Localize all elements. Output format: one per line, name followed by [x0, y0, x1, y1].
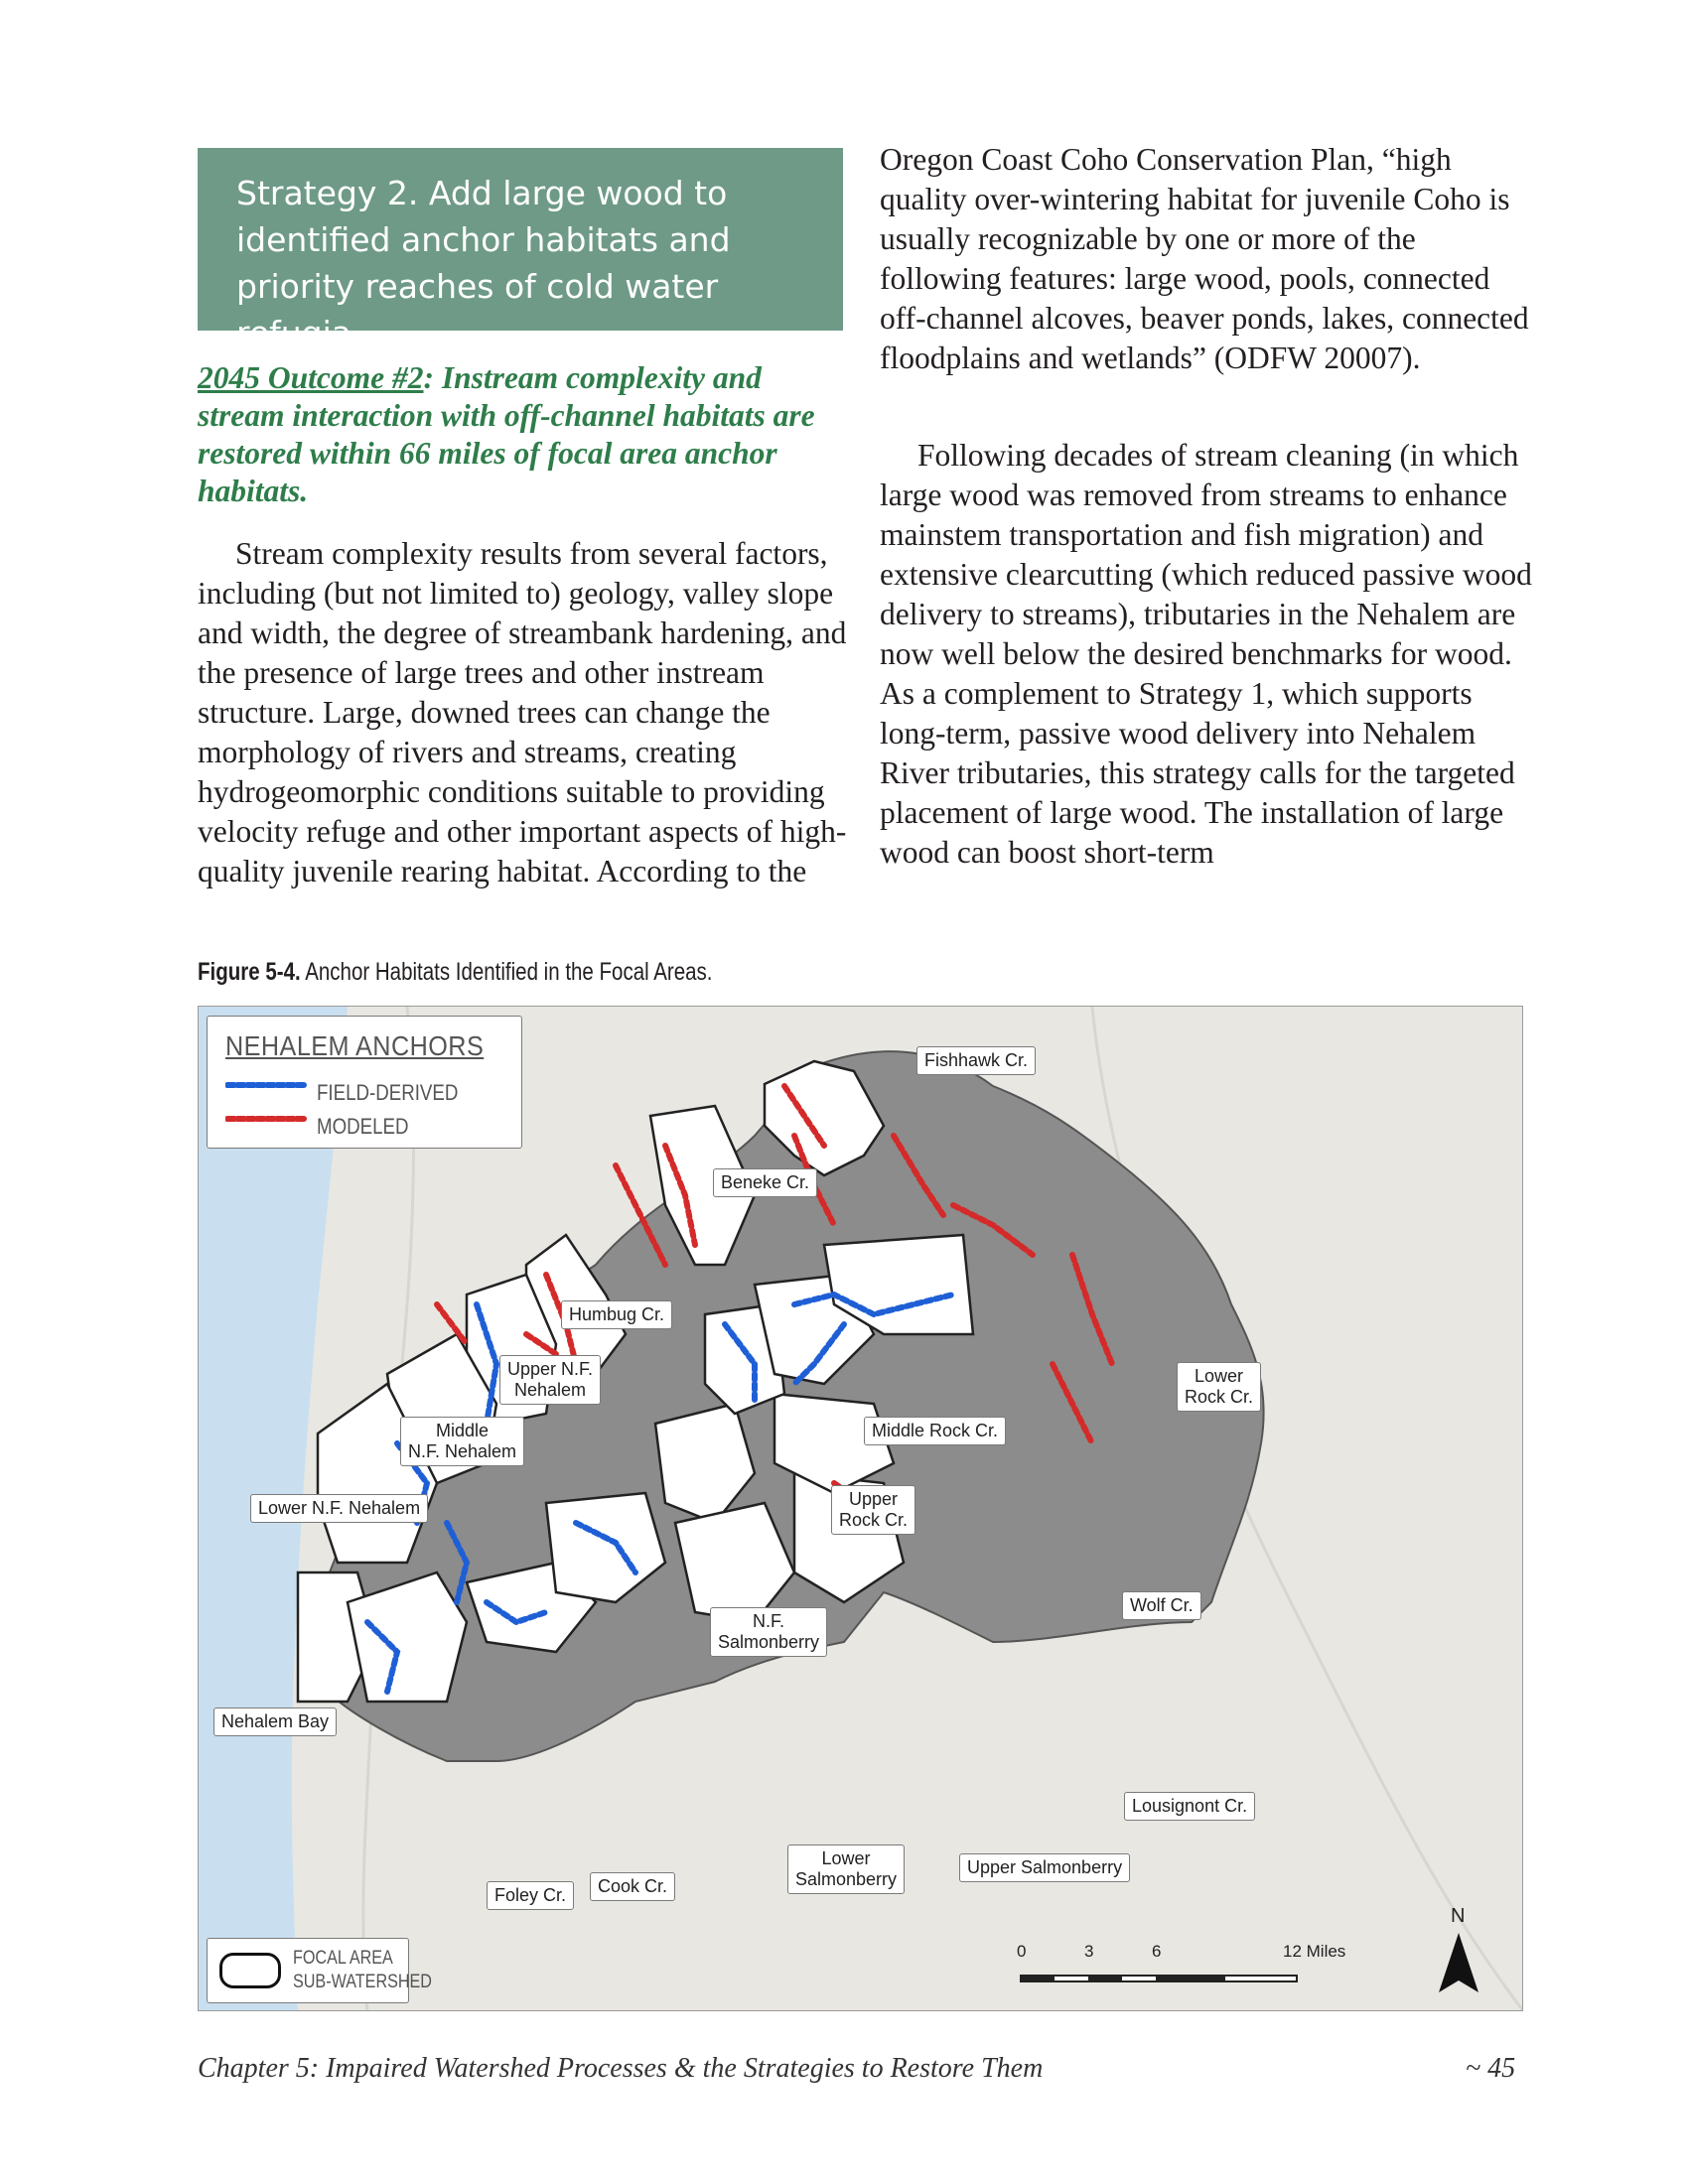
- label-lower-rock-line1: Lower: [1194, 1366, 1244, 1386]
- label-upper-nf-nehalem-line2: Nehalem: [513, 1380, 587, 1400]
- label-middle-rock: Middle Rock Cr.: [864, 1417, 1006, 1445]
- anchor-habitats-map: [198, 1006, 1523, 2011]
- label-upper-rock-line1: Upper: [848, 1489, 899, 1509]
- label-lower-nf-nehalem: Lower N.F. Nehalem: [250, 1494, 428, 1523]
- label-lower-salmonberry: [787, 1844, 905, 1894]
- label-upper-rock: [831, 1485, 915, 1535]
- label-upper-salmonberry: Upper Salmonberry: [959, 1853, 1130, 1882]
- north-arrow-icon: [1435, 1933, 1482, 2004]
- label-upper-nf-nehalem: [499, 1355, 601, 1405]
- label-nf-salmonberry-line1: N.F.: [753, 1611, 785, 1631]
- field-derived-swatch: [225, 1080, 307, 1090]
- scale-label-0: 0: [1017, 1942, 1027, 1961]
- label-beneke: Beneke Cr.: [713, 1168, 817, 1197]
- figure-caption-text: Anchor Habitats Identified in the Focal Areas.: [300, 958, 713, 986]
- strategy-title: Strategy 2. Add large wood to identified anchor habitats and priority reaches of cold water refugia.: [236, 174, 731, 352]
- scale-label-3: 3: [1084, 1942, 1094, 1961]
- modeled-swatch: [225, 1114, 307, 1124]
- label-lousignont: Lousignont Cr.: [1124, 1792, 1255, 1821]
- scale-bar-graphic: [1013, 1964, 1311, 1993]
- label-wolf: Wolf Cr.: [1122, 1591, 1201, 1620]
- figure-number: Figure 5-4.: [198, 958, 301, 986]
- figure-caption: [198, 958, 712, 987]
- label-nf-salmonberry: [710, 1607, 827, 1657]
- scale-label-6: 6: [1152, 1942, 1162, 1961]
- strategy-box: [198, 148, 843, 352]
- scale-label-12: 12 Miles: [1283, 1942, 1346, 1961]
- label-upper-rock-line2: Rock Cr.: [839, 1510, 909, 1530]
- label-lower-rock: [1177, 1362, 1261, 1412]
- label-lower-salmonberry-line2: Salmonberry: [795, 1869, 898, 1889]
- label-middle-nf-nehalem-line2: N.F. Nehalem: [408, 1441, 517, 1461]
- legend-title: NEHALEM ANCHORS: [225, 1030, 485, 1061]
- legend-modeled-label: MODELED: [317, 1114, 409, 1139]
- label-humbug: Humbug Cr.: [561, 1300, 672, 1329]
- scale-bar: [1013, 1940, 1350, 1999]
- north-arrow: [1435, 1905, 1482, 2004]
- body-paragraph-right-1: Oregon Coast Coho Conservation Plan, “high quality over-wintering habitat for juvenile Coho is usually recognizable by one or more of the following features: large wood, pools, connected off-channel alcoves, beaver ponds, lakes, connected floodplains and wetlands” (ODFW 20007).: [880, 142, 1529, 375]
- subwatershed-label: SUB-WATERSHED: [293, 1972, 432, 1992]
- label-middle-nf-nehalem: [400, 1417, 524, 1466]
- focal-area-legend-text: [293, 1947, 432, 1994]
- body-paragraph-left: Stream complexity results from several factors, including (but not limited to) geology, valley slope and width, the degree of streambank hardening, and the presence of large trees and other instream structure. Large, downed trees can change the morphology of rivers and streams, creating hydrogeomorphic conditions suitable to providing velocity refuge and other important aspects of high-quality juvenile rearing habitat. According to the: [198, 536, 847, 888]
- label-lower-rock-line2: Rock Cr.: [1185, 1387, 1254, 1407]
- outcome-text: : Instream complexity and stream interaction with off-channel habitats are restored within 66 miles of focal area anchor habitats.: [198, 360, 815, 508]
- outcome-heading: [198, 359, 853, 510]
- focal-area-outline-icon: [219, 1953, 281, 1988]
- chapter-footer: Chapter 5: Impaired Watershed Processes & the Strategies to Restore Them: [198, 2053, 1044, 2084]
- label-cook: Cook Cr.: [590, 1872, 675, 1901]
- label-foley: Foley Cr.: [487, 1881, 574, 1910]
- focal-area-legend: [207, 1938, 432, 2003]
- label-nf-salmonberry-line2: Salmonberry: [718, 1632, 820, 1652]
- label-fishhawk: Fishhawk Cr.: [916, 1046, 1036, 1075]
- page-number: ~ 45: [1466, 2053, 1516, 2084]
- label-lower-salmonberry-line1: Lower: [821, 1848, 871, 1868]
- outcome-label: 2045 Outcome #2: [198, 360, 424, 395]
- map-legend: [207, 1016, 522, 1149]
- focal-area-label: FOCAL AREA: [293, 1948, 393, 1969]
- legend-field-label: FIELD-DERIVED: [317, 1080, 459, 1105]
- label-upper-nf-nehalem-line1: Upper N.F.: [507, 1359, 594, 1379]
- label-middle-nf-nehalem-line1: Middle: [436, 1421, 490, 1440]
- body-paragraph-right-2: Following decades of stream cleaning (in which large wood was removed from streams to enhance mainstem transportation and fish migration) and extensive clearcutting (which reduced passive wood delivery to streams), tributaries in the Nehalem are now well below the desired benchmarks for wood. As a complement to Strategy 1, which supports long-term, passive wood delivery into Nehalem River tributaries, this strategy calls for the targeted placement of large wood. The installation of large wood can boost short-term: [880, 438, 1532, 870]
- north-label: N: [1451, 1905, 1466, 1927]
- label-nehalem-bay: Nehalem Bay: [213, 1707, 337, 1736]
